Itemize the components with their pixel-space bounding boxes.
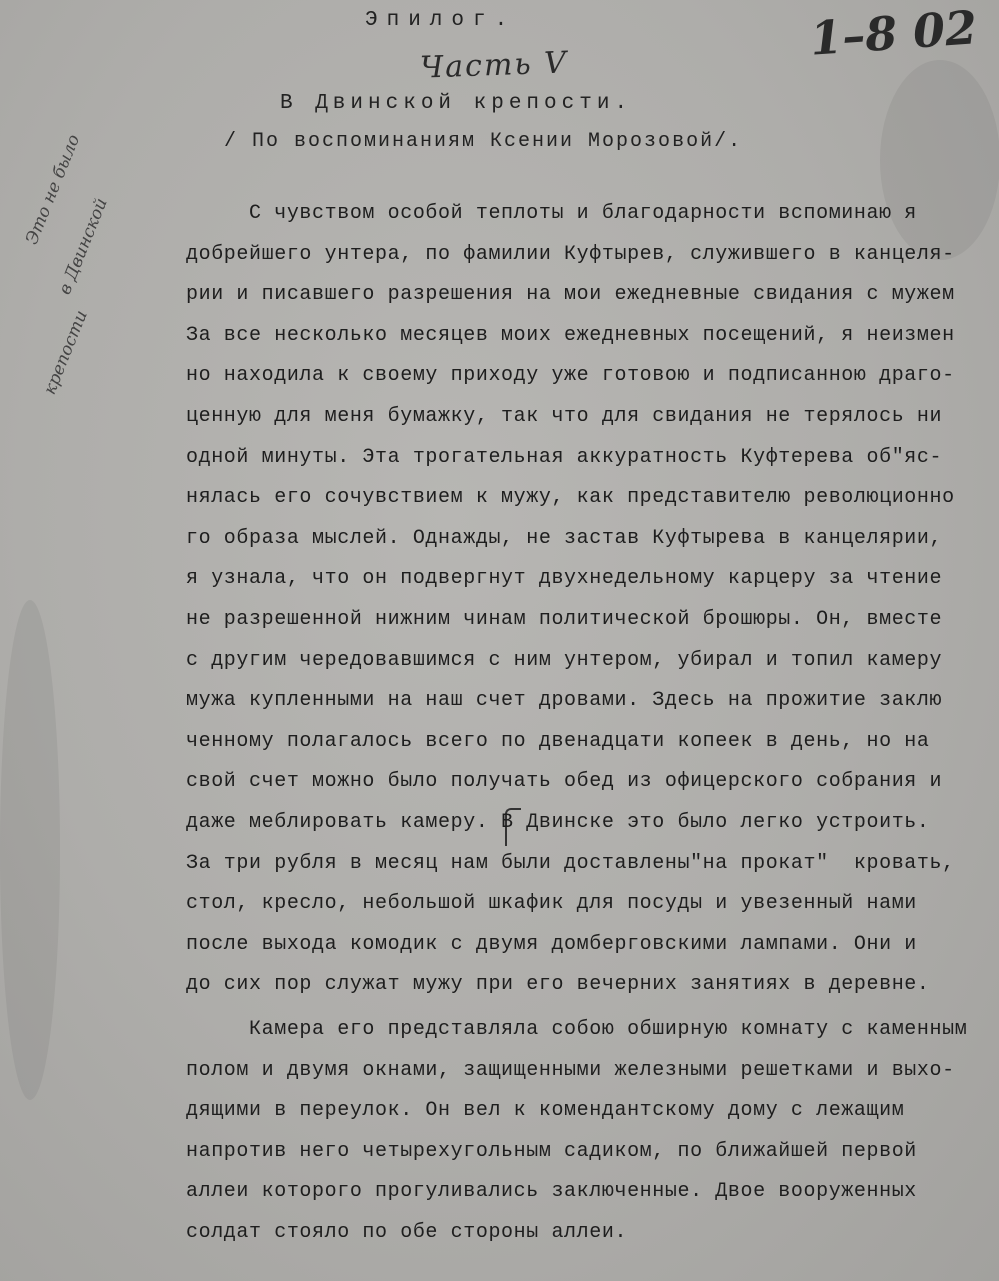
- body-line: За три рубля в месяц нам были доставлены"на прокат" кровать,: [186, 851, 955, 875]
- body-line: ценную для меня бумажку, так что для свидания не терялось ни: [186, 405, 943, 428]
- body-line: За все несколько месяцев моих ежедневных посещений, я неизмен: [186, 323, 955, 347]
- body-line: я узнала, что он подвергнут двухнедельному карцеру за чтение: [186, 567, 943, 591]
- document-title: Эпилог.: [365, 9, 517, 32]
- body-line: стол, кресло, небольшой шкафик для посуды и увезенный нами: [186, 892, 917, 916]
- body-line: до сих пор служат мужу при его вечерних занятиях в деревне.: [186, 973, 930, 997]
- body-line: не разрешенной нижним чинам политической брошюры. Он, вместе: [186, 608, 943, 631]
- body-line: С чувством особой теплоты и благодарности вспоминаю я: [186, 202, 917, 225]
- paper-stain: [0, 600, 60, 1100]
- body-line: одной минуты. Эта трогательная аккуратность Куфтерева об"яс-: [186, 445, 943, 469]
- handwritten-folio-number: 1–8 02: [808, 0, 979, 66]
- body-line: но находила к своему приходу уже готовою и подписанною драго-: [186, 364, 955, 388]
- body-line: напротив него четырехугольным садиком, по ближайшей первой: [186, 1139, 917, 1163]
- paper-stain: [880, 60, 999, 260]
- body-line: мужа купленными на наш счет дровами. Здесь на прожитие заклю: [186, 689, 943, 713]
- chapter-subtitle: / По воспоминаниям Ксении Морозовой/.: [224, 130, 743, 153]
- margin-note: Это не было: [22, 131, 85, 248]
- body-line: дящими в переулок. Он вел к комендантскому дому с лежащим: [186, 1099, 905, 1123]
- chapter-title: В Двинской крепости.: [280, 92, 633, 115]
- body-line: го образа мыслей. Однажды, не застав Куфтырева в канцелярии,: [186, 526, 943, 550]
- margin-note: крепости: [40, 307, 92, 398]
- body-line: свой счет можно было получать обед из офицерского собрания и: [186, 770, 943, 794]
- body-line: аллеи которого прогуливались заключенные. Двое вооруженных: [186, 1180, 917, 1204]
- body-line: солдат стояло по обе стороны аллеи.: [186, 1221, 628, 1244]
- body-line: ченному полагалось всего по двенадцати копеек в день, но на: [186, 729, 930, 753]
- handwritten-part-number: Часть V: [419, 45, 569, 86]
- body-line: добрейшего унтера, по фамилии Куфтырев, служившего в канцеля-: [186, 242, 955, 266]
- margin-note: в Двинской: [55, 195, 112, 298]
- body-line: даже меблировать камеру. В Двинске это было легко устроить.: [186, 811, 930, 834]
- body-line: полом и двумя окнами, защищенными железными решетками и выхо-: [186, 1058, 955, 1082]
- body-line: с другим чередовавшимся с ним унтером, убирал и топил камеру: [186, 648, 943, 672]
- body-line: рии и писавшего разрешения на мои ежедневные свидания с мужем: [186, 283, 955, 307]
- body-line: Камера его представляла собою обширную комнату с каменным: [186, 1018, 968, 1041]
- body-line: нялась его сочувствием к мужу, как представителю революционно: [186, 486, 955, 510]
- body-line: после выхода комодик с двумя домберговскими лампами. Они и: [186, 932, 917, 956]
